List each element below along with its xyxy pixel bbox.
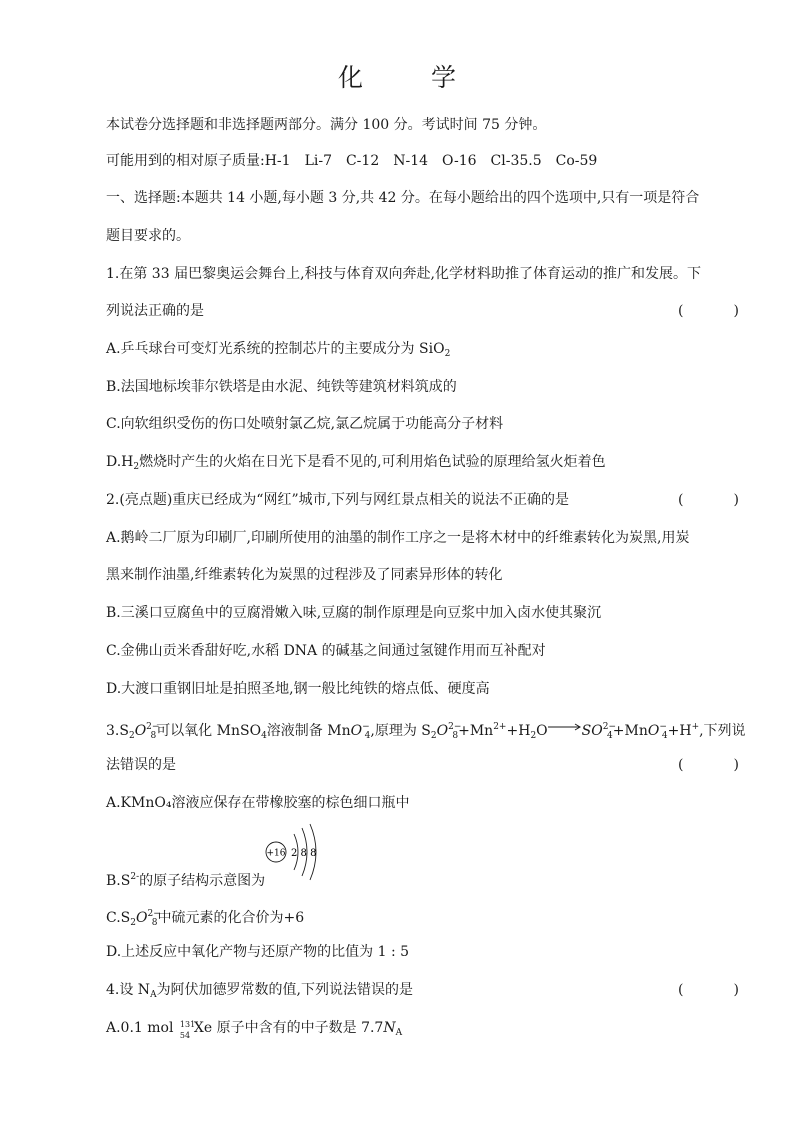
q3-option-c: $C.S_2O^{2-}_8$中硫元素的化合价为+6 [106, 909, 305, 928]
intro-text: 本试卷分选择题和非选择题两部分。满分 100 分。考试时间 75 分钟。 [106, 117, 547, 133]
answer-paren: ( ) [678, 982, 757, 998]
q3-b-post: 的原子结构示意图为 [139, 873, 266, 889]
q3-option-a: A.KMnO₄溶液应保存在带橡胶塞的棕色细口瓶中 [106, 795, 410, 811]
q1-d-post: 燃烧时产生的火焰在日光下是看不见的,可利用焰色试验的原理给氢火炬着色 [139, 454, 606, 470]
isotope-mass-number: 131 [179, 1020, 196, 1029]
q1-stem-cont: 列说法正确的是 [106, 303, 204, 319]
q1-stem: 1.在第 33 届巴黎奥运会舞台上,科技与体育双向奔赴,化学材料助推了体育运动的推广和发展。下 [106, 266, 701, 282]
q1-d-pre: D.H [106, 454, 134, 470]
q1-option-c: C.向软组织受伤的伤口处喷射氯乙烷,氯乙烷属于功能高分子材料 [106, 416, 504, 432]
q3-stem: $3.S_2O^{2-}_8$可以氧化 MnSO$_4$溶液制备 MnO−$_4$,原理为 $S_2O^{2-}_8+Mn^{2+}+H_2O$ $SO^{2-}_4+MnO^-_4+H^+$,下列说 [106, 722, 746, 741]
q3-c-post: 中硫元素的化合价为+6 [157, 910, 305, 926]
q2-option-a: A.鹅岭二厂原为印刷厂,印刷所使用的油墨的制作工序之一是将木材中的纤维素转化为炭黑,用炭 [106, 530, 690, 546]
q4-stem-post: 为阿伏加德罗常数的值,下列说法错误的是 [156, 982, 414, 998]
q3-option-d: D.上述反应中氧化产物与还原产物的比值为 1 : 5 [106, 944, 410, 960]
q3-stem-cont: 法错误的是 [106, 757, 176, 773]
q3-b-sup: 2- [130, 872, 140, 882]
q1-option-b: B.法国地标埃菲尔铁塔是由水泥、纯铁等建筑材料筑成的 [106, 379, 457, 395]
q2-option-a-cont: 黑来制作油墨,纤维素转化为炭黑的过程涉及了同素异形体的转化 [106, 567, 503, 583]
q4-stem [106, 981, 413, 1004]
q3-option-b [106, 868, 265, 890]
q4-option-a [106, 1019, 402, 1042]
q2-option-b: B.三溪口豆腐鱼中的豆腐滑嫩入味,豆腐的制作原理是向豆浆中加入卤水使其聚沉 [106, 605, 602, 621]
xenon-isotope-notation [178, 1019, 196, 1040]
section-heading-cont: 题目要求的。 [106, 228, 190, 244]
q1-a-sub: 2 [444, 349, 451, 359]
q2-option-c: C.金佛山贡米香甜好吃,水稻 DNA 的碱基之间通过氢键作用而互补配对 [106, 643, 546, 659]
answer-paren: ( ) [678, 757, 757, 773]
atom-nucleus-label: +16 [266, 848, 286, 859]
reaction-arrow-icon [548, 722, 582, 732]
section-heading: 一、选择题:本题共 14 小题,每小题 3 分,共 42 分。在每小题给出的四个选项中,只有一项是符合 [106, 190, 700, 206]
atomic-masses: 可能用到的相对原子质量:H-1 Li-7 C-12 N-14 O-16 Cl-35.5 Co-59 [106, 153, 598, 169]
q4-a-post: Xe 原子中含有的中子数是 7.7 [193, 1020, 384, 1036]
q4-stem-pre: 4.设 N [106, 982, 151, 998]
page-title: 化 学 [338, 63, 486, 92]
q4-stem-sub: A [150, 990, 157, 1000]
q2-stem: 2.(亮点题)重庆已经成为“网红”城市,下列与网红景点相关的说法不正确的是 [106, 492, 570, 508]
q4-a-pre: A.0.1 mol [106, 1020, 178, 1036]
q1-option-d [106, 453, 606, 476]
q2-option-d: D.大渡口重钢旧址是拍照圣地,钢一般比纯铁的熔点低、硬度高 [106, 681, 490, 697]
answer-paren: ( ) [678, 303, 757, 319]
q3-b-pre: B.S [106, 873, 131, 889]
isotope-atomic-number: 54 [179, 1031, 191, 1040]
atom-shells-label: 2 8 8 [291, 848, 317, 859]
answer-paren: ( ) [678, 492, 757, 508]
q1-d-sub: 2 [133, 462, 140, 472]
q4-a-na: N [383, 1020, 396, 1036]
q4-a-na-sub: A [395, 1028, 403, 1038]
sulfur-ion-structure-diagram [262, 822, 332, 886]
q1-option-a [106, 340, 450, 363]
q1-a-text: A.乒乓球台可变灯光系统的控制芯片的主要成分为 SiO [106, 341, 445, 357]
